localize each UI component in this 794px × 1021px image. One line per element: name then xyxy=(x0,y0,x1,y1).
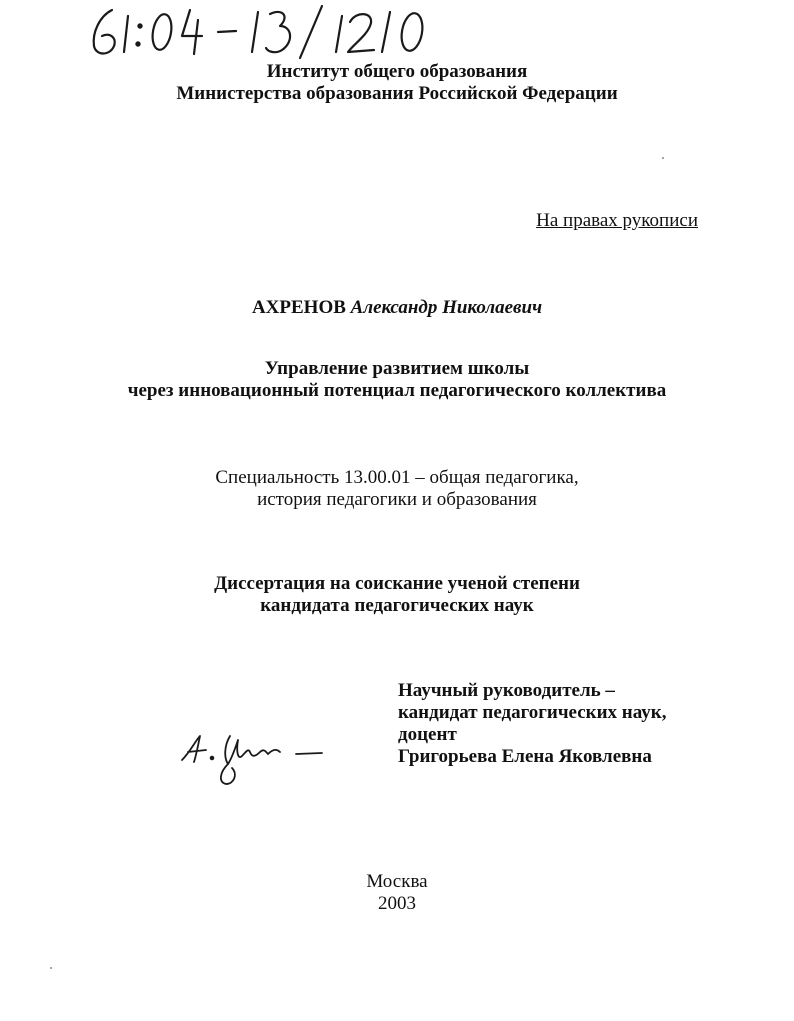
supervisor-degree: кандидат педагогических наук, xyxy=(398,702,667,723)
place: Москва xyxy=(366,871,428,892)
supervisor-name: Григорьева Елена Яковлевна xyxy=(398,746,652,767)
institution-line-1: Институт общего образования xyxy=(266,61,528,82)
degree-line-2: кандидата педагогических наук xyxy=(260,595,534,616)
degree-line-1: Диссертация на соискание ученой степени xyxy=(214,573,580,594)
year: 2003 xyxy=(378,893,416,914)
title-line-1: Управление развитием школы xyxy=(264,358,530,379)
specialty-line-1: Специальность 13.00.01 – общая педагогика, xyxy=(215,467,579,488)
author-surname: АХРЕНОВ xyxy=(251,297,346,318)
handwritten-signature xyxy=(176,722,336,792)
specialty-line-2: история педагогики и образования xyxy=(257,489,537,510)
author-name xyxy=(0,297,794,319)
supervisor-role: Научный руководитель – xyxy=(398,680,615,701)
supervisor-block xyxy=(398,680,738,768)
institution-line-2: Министерства образования Российской Федерации xyxy=(176,83,618,104)
author-given-names: Александр Николаевич xyxy=(350,297,543,318)
scan-speck xyxy=(662,157,664,159)
title-line-2: через инновационный потенциал педагогического коллектива xyxy=(127,380,667,401)
rights-note: На правах рукописи xyxy=(536,210,698,231)
handwritten-archive-code xyxy=(86,2,456,60)
supervisor-rank: доцент xyxy=(398,724,457,745)
scan-speck xyxy=(50,967,52,969)
